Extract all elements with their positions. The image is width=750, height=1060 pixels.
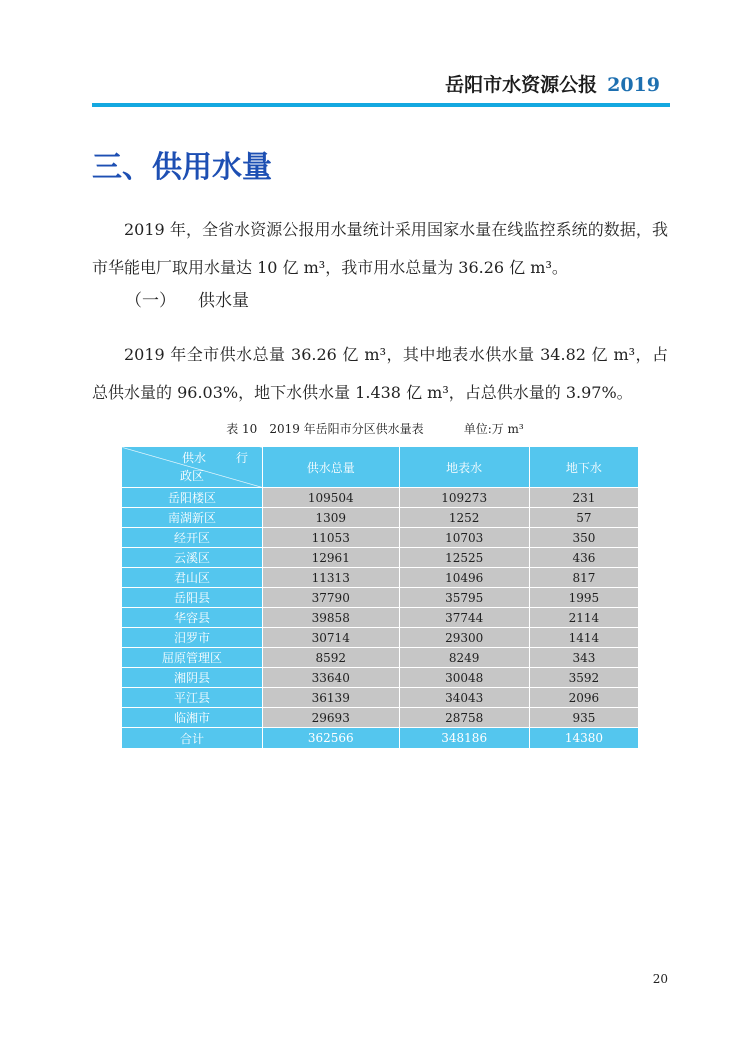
- ground-cell: 350: [529, 528, 638, 548]
- total-cell: 1309: [263, 508, 400, 528]
- district-name: 君山区: [122, 568, 263, 588]
- table-row: [122, 688, 639, 708]
- table-title: 表 10 2019 年岳阳市分区供水量表: [226, 422, 424, 436]
- table-row: [122, 488, 639, 508]
- paragraph-intro: 2019 年，全省水资源公报用水量统计采用国家水量在线监控系统的数据，我市华能电厂取用水量达 10 亿 m³，我市用水总量为 36.26 亿 m³。: [92, 220, 668, 277]
- ground-cell: 1995: [529, 588, 638, 608]
- page-number: 20: [652, 972, 668, 986]
- surface-cell: 10703: [399, 528, 529, 548]
- total-cell: 30714: [263, 628, 400, 648]
- table-row: [122, 548, 639, 568]
- surface-cell: 12525: [399, 548, 529, 568]
- subsection-heading: [125, 286, 249, 311]
- ground-cell: 2114: [529, 608, 638, 628]
- surface-cell: 30048: [399, 668, 529, 688]
- table-row: [122, 568, 639, 588]
- total-cell: 36139: [263, 688, 400, 708]
- district-name: 经开区: [122, 528, 263, 548]
- corner-top-left: 供水: [182, 451, 207, 465]
- total-cell: 37790: [263, 588, 400, 608]
- total-cell: 11313: [263, 568, 400, 588]
- table-row: [122, 628, 639, 648]
- district-name: 汨罗市: [122, 628, 263, 648]
- column-header-ground: 地下水: [529, 447, 638, 488]
- column-header-total: 供水总量: [263, 447, 400, 488]
- water-supply-table: [121, 446, 639, 749]
- ground-cell: 2096: [529, 688, 638, 708]
- report-year: 2019: [607, 74, 660, 96]
- corner-top-right: 行: [235, 451, 248, 465]
- table-caption: [0, 420, 750, 437]
- ground-cell: 231: [529, 488, 638, 508]
- report-title: [445, 70, 660, 97]
- table-row: [122, 648, 639, 668]
- total-cell: 29693: [263, 708, 400, 728]
- table-row: [122, 668, 639, 688]
- ground-total-cell: 14380: [529, 728, 638, 749]
- district-name: 临湘市: [122, 708, 263, 728]
- ground-cell: 57: [529, 508, 638, 528]
- ground-cell: 817: [529, 568, 638, 588]
- table-row: [122, 508, 639, 528]
- subsection-number: （一）: [125, 291, 176, 311]
- table-row: [122, 588, 639, 608]
- ground-cell: 935: [529, 708, 638, 728]
- surface-cell: 28758: [399, 708, 529, 728]
- grand-total-cell: 362566: [263, 728, 400, 749]
- table-row: [122, 608, 639, 628]
- total-cell: 33640: [263, 668, 400, 688]
- district-name: 湘阴县: [122, 668, 263, 688]
- ground-cell: 3592: [529, 668, 638, 688]
- section-title: 三、供用水量: [92, 150, 272, 185]
- table-header-row: [122, 447, 639, 488]
- surface-cell: 35795: [399, 588, 529, 608]
- surface-total-cell: 348186: [399, 728, 529, 749]
- ground-cell: 436: [529, 548, 638, 568]
- surface-cell: 109273: [399, 488, 529, 508]
- district-name: 南湖新区: [122, 508, 263, 528]
- district-name: 屈原管理区: [122, 648, 263, 668]
- total-cell: 39858: [263, 608, 400, 628]
- total-cell: 109504: [263, 488, 400, 508]
- column-header-surface: 地表水: [399, 447, 529, 488]
- surface-cell: 29300: [399, 628, 529, 648]
- surface-cell: 37744: [399, 608, 529, 628]
- total-cell: 12961: [263, 548, 400, 568]
- surface-cell: 8249: [399, 648, 529, 668]
- surface-cell: 10496: [399, 568, 529, 588]
- subsection-title: 供水量: [198, 291, 249, 311]
- district-name: 云溪区: [122, 548, 263, 568]
- table-row: [122, 528, 639, 548]
- table-unit: 单位:万 m³: [463, 422, 524, 436]
- total-label: 合计: [122, 728, 263, 749]
- table-row: [122, 708, 639, 728]
- total-cell: 8592: [263, 648, 400, 668]
- district-name: 平江县: [122, 688, 263, 708]
- corner-bottom: 政区: [180, 469, 205, 483]
- report-name: 岳阳市水资源公报: [445, 74, 598, 96]
- district-name: 华容县: [122, 608, 263, 628]
- paragraph-supply: 2019 年全市供水总量 36.26 亿 m³，其中地表水供水量 34.82 亿 m³，占总供水量的 96.03%，地下水供水量 1.438 亿 m³，占总供水量的 3.97%。: [92, 345, 668, 402]
- surface-cell: 1252: [399, 508, 529, 528]
- ground-cell: 343: [529, 648, 638, 668]
- total-cell: 11053: [263, 528, 400, 548]
- header-divider: [92, 103, 670, 107]
- table-total-row: [122, 728, 639, 749]
- corner-header: [122, 447, 263, 488]
- district-name: 岳阳县: [122, 588, 263, 608]
- surface-cell: 34043: [399, 688, 529, 708]
- ground-cell: 1414: [529, 628, 638, 648]
- district-name: 岳阳楼区: [122, 488, 263, 508]
